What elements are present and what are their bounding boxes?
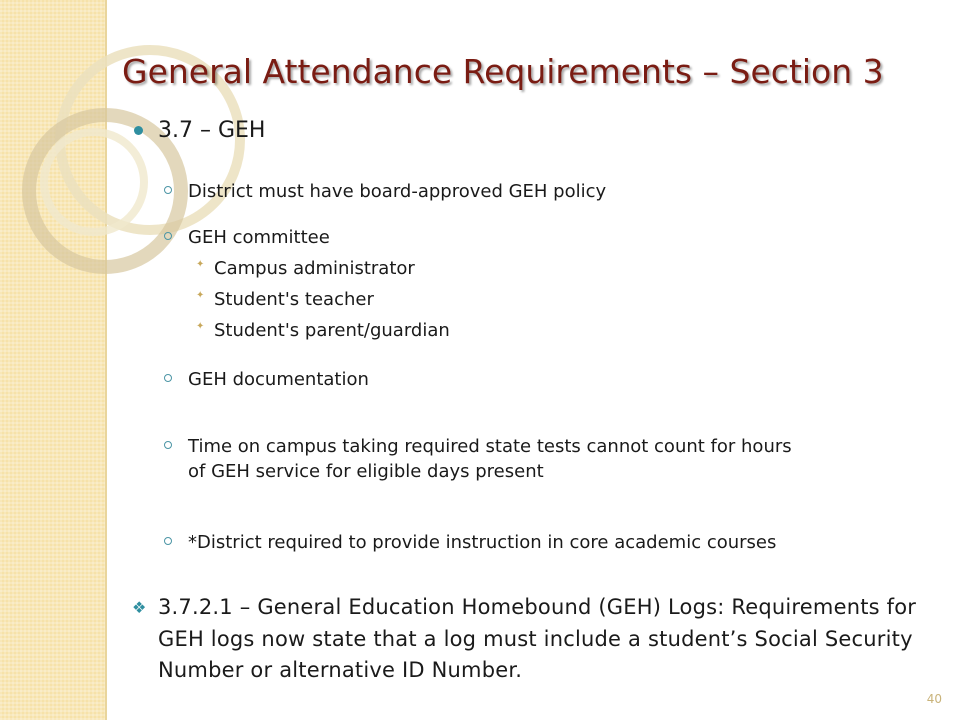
slide-title: General Attendance Requirements – Section 3 <box>122 52 884 91</box>
bullet-3-7-geh <box>158 118 265 143</box>
committee-member-item <box>196 320 450 341</box>
committee-member-item <box>196 258 415 279</box>
sub-bullet-text: GEH documentation <box>188 369 369 390</box>
hollow-circle-bullet-icon <box>164 374 172 382</box>
committee-member-text: Student's teacher <box>214 289 374 310</box>
sub-bullet-core-instruction <box>188 530 776 555</box>
star-bullet-icon: ✦ <box>196 259 205 270</box>
committee-member-item <box>196 289 374 310</box>
committee-member-text: Campus administrator <box>214 258 415 279</box>
sub-bullet-text: District must have board-approved GEH policy <box>188 181 607 202</box>
sub-bullet-text: *District required to provide instruction in core academic courses <box>188 532 777 553</box>
sub-bullet-text: GEH committee <box>188 227 330 248</box>
star-bullet-icon: ✦ <box>196 321 205 332</box>
sub-bullet-text-line1: Time on campus taking required state tests cannot count for hours <box>188 436 792 457</box>
hollow-circle-bullet-icon <box>164 186 172 194</box>
decorative-ring <box>40 128 148 236</box>
bullet-text: 3.7 – GEH <box>158 118 266 143</box>
note-text: 3.7.2.1 – General Education Homebound (GEH) Logs: Requirements for GEH logs now state that a log must include a student’s Social Security Number or alternative ID Number. <box>158 595 917 682</box>
sub-bullet-committee <box>188 225 330 250</box>
sub-bullet-state-tests <box>188 434 792 484</box>
sub-bullet-documentation <box>188 367 369 392</box>
hollow-circle-bullet-icon <box>164 441 172 449</box>
note-geh-logs <box>132 592 938 687</box>
filled-circle-bullet-icon <box>134 126 143 135</box>
star-bullet-icon: ✦ <box>196 290 205 301</box>
sub-bullet-policy <box>188 179 606 204</box>
diamond-bullet-icon: ❖ <box>132 598 147 617</box>
slide-number: 40 <box>926 692 942 706</box>
hollow-circle-bullet-icon <box>164 537 172 545</box>
committee-member-text: Student's parent/guardian <box>214 320 450 341</box>
hollow-circle-bullet-icon <box>164 232 172 240</box>
sub-bullet-text-line2: of GEH service for eligible days present <box>188 461 544 483</box>
